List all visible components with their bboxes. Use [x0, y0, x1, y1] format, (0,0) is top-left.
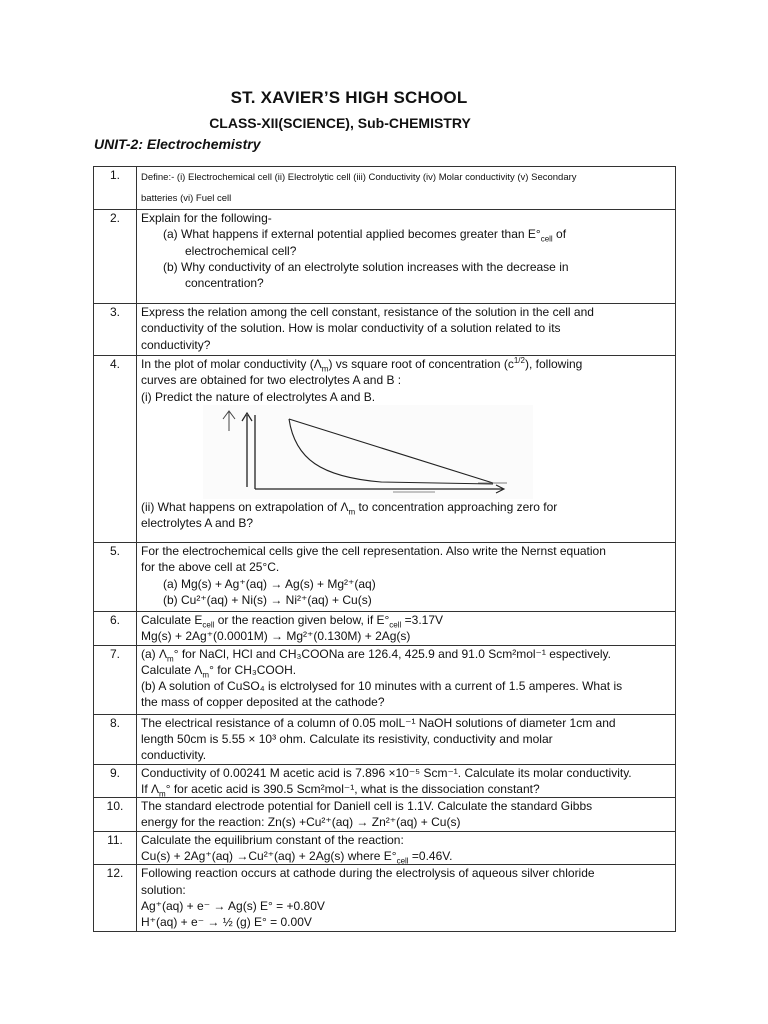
question-number: 1. — [94, 167, 137, 210]
text-fragment: ), following — [524, 357, 583, 371]
text-fragment: ) vs square root of concentration (c — [328, 357, 514, 371]
question-row-2 — [94, 210, 676, 304]
question-line: the mass of copper deposited at the cathode? — [141, 695, 385, 710]
question-line: (b) Why conductivity of an electrolyte solution increases with the decrease in — [163, 259, 569, 274]
question-line — [141, 662, 671, 678]
question-number: 9. — [94, 764, 137, 798]
subscript: cell — [396, 856, 409, 866]
class-subject-line: CLASS-XII(SCIENCE), Sub-CHEMISTRY — [209, 115, 471, 131]
text-fragment: to concentration approaching zero for — [355, 499, 558, 514]
question-line — [141, 646, 671, 662]
text-fragment: (ii) What happens on extrapolation of Λ — [141, 499, 349, 514]
question-row-3 — [94, 304, 676, 356]
question-text — [137, 210, 676, 304]
question-line: Following reaction occurs at cathode during the electrolysis of aqueous silver chloride — [141, 866, 595, 881]
question-line: conductivity. — [141, 748, 207, 763]
question-text — [137, 865, 676, 931]
question-text — [137, 831, 676, 865]
question-line — [141, 499, 671, 515]
question-row-7 — [94, 645, 676, 714]
question-line: energy for the reaction: Zn(s) +Cu²⁺(aq) → Zn²⁺(aq) + Cu(s) — [141, 815, 461, 830]
question-line: H⁺(aq) + e⁻ → ½ (g) E° = 0.00V — [141, 915, 312, 930]
text-fragment: =0.46V. — [408, 849, 453, 864]
question-line: conductivity? — [141, 337, 211, 352]
question-line — [141, 781, 671, 797]
questions-table — [93, 166, 676, 932]
question-row-12 — [94, 865, 676, 931]
question-line — [141, 612, 671, 628]
question-number: 7. — [94, 645, 137, 714]
subscript: m — [348, 507, 356, 517]
question-line: (a) Mg(s) + Ag⁺(aq) → Ag(s) + Mg²⁺(aq) — [163, 576, 376, 591]
text-fragment: ° for acetic acid is 390.5 Scm²mol⁻¹, what is the dissociation constant? — [165, 781, 540, 796]
question-line: The electrical resistance of a column of 0.05 molL⁻¹ NaOH solutions of diameter 1cm and — [141, 715, 616, 730]
text-fragment: ° for CH₃COOH. — [209, 662, 297, 677]
text-fragment: ° for NaCl, HCl and CH₃COONa are 126.4, 425.9 and 91.0 Scm²mol⁻¹ espectively. — [173, 646, 611, 661]
question-line: Explain for the following- — [141, 211, 272, 225]
question-line: batteries (vi) Fuel cell — [141, 193, 232, 204]
text-fragment: of — [552, 227, 567, 242]
question-row-6 — [94, 612, 676, 646]
subscript: cell — [389, 620, 402, 630]
question-line: concentration? — [185, 276, 264, 291]
question-number: 5. — [94, 543, 137, 612]
question-row-4 — [94, 356, 676, 543]
question-text — [137, 167, 676, 210]
text-fragment: =3.17V — [401, 613, 444, 627]
question-line: Conductivity of 0.00241 M acetic acid is 7.896 ×10⁻⁵ Scm⁻¹. Calculate its molar conductivity. — [141, 765, 632, 780]
figure-background — [203, 405, 533, 499]
question-number: 8. — [94, 714, 137, 764]
text-fragment: (a) Λ — [141, 646, 168, 661]
question-text — [137, 543, 676, 612]
question-text — [137, 764, 676, 798]
question-line: (b) Cu²⁺(aq) + Ni(s) → Ni²⁺(aq) + Cu(s) — [163, 592, 372, 607]
question-text — [137, 798, 676, 832]
question-line: Express the relation among the cell constant, resistance of the solution in the cell and — [141, 305, 594, 319]
subscript: m — [159, 789, 166, 799]
question-line: Mg(s) + 2Ag⁺(0.0001M) → Mg²⁺(0.130M) + 2Ag(s) — [141, 629, 411, 644]
question-row-9 — [94, 764, 676, 798]
question-line: (b) A solution of CuSO₄ is elctrolysed for 10 minutes with a current of 1.5 amperes. What is — [141, 679, 623, 694]
subscript: m — [202, 670, 210, 680]
question-line: curves are obtained for two electrolytes A and B : — [141, 373, 402, 388]
question-row-8 — [94, 714, 676, 764]
question-line: electrolytes A and B? — [141, 516, 254, 531]
question-line: For the electrochemical cells give the cell representation. Also write the Nernst equation — [141, 544, 606, 558]
unit-title: UNIT-2: Electrochemistry — [94, 136, 261, 152]
question-text — [137, 304, 676, 356]
question-line: for the above cell at 25°C. — [141, 560, 280, 575]
question-line: Calculate the equilibrium constant of the reaction: — [141, 832, 404, 847]
text-fragment: If Λ — [141, 781, 160, 796]
question-row-1 — [94, 167, 676, 210]
text-fragment: In the plot of molar conductivity (Λ — [141, 357, 322, 371]
question-number: 6. — [94, 612, 137, 646]
question-line: Define:- (i) Electrochemical cell (ii) Electrolytic cell (iii) Conductivity (iv) Molar conductivity (v) Secondary — [141, 172, 577, 183]
question-line: electrochemical cell? — [185, 243, 297, 258]
question-text — [137, 714, 676, 764]
question-line: Ag⁺(aq) + e⁻ → Ag(s) E° = +0.80V — [141, 898, 325, 913]
text-fragment: Cu(s) + 2Ag⁺(aq) →Cu²⁺(aq) + 2Ag(s) where E° — [141, 849, 397, 864]
conductivity-plot-figure — [203, 405, 533, 499]
question-number: 4. — [94, 356, 137, 543]
question-text — [137, 645, 676, 714]
question-line: conductivity of the solution. How is molar conductivity of a solution related to its — [141, 321, 561, 336]
question-row-10 — [94, 798, 676, 832]
subscript: m — [321, 364, 329, 374]
question-line — [141, 848, 671, 864]
question-number: 12. — [94, 865, 137, 931]
question-number: 11. — [94, 831, 137, 865]
subscript: cell — [202, 620, 215, 630]
question-line: The standard electrode potential for Daniell cell is 1.1V. Calculate the standard Gibbs — [141, 799, 593, 814]
subscript: m — [167, 653, 174, 663]
question-row-5 — [94, 543, 676, 612]
superscript: 1/2 — [513, 356, 525, 365]
question-number: 10. — [94, 798, 137, 832]
text-fragment: (a) What happens if external potential applied becomes greater than E° — [163, 227, 541, 242]
subscript: cell — [540, 234, 553, 244]
question-number: 3. — [94, 304, 137, 356]
question-text — [137, 356, 676, 543]
text-fragment: Calculate Λ — [141, 662, 203, 677]
question-line — [141, 226, 671, 242]
text-fragment: Calculate E — [141, 613, 203, 627]
question-line: length 50cm is 5.55 × 10³ ohm. Calculate its resistivity, conductivity and molar — [141, 731, 553, 746]
question-text — [137, 612, 676, 646]
school-name: ST. XAVIER’S HIGH SCHOOL — [230, 88, 468, 107]
question-line: solution: — [141, 882, 186, 897]
question-number: 2. — [94, 210, 137, 304]
question-line: (i) Predict the nature of electrolytes A and B. — [141, 389, 376, 404]
text-fragment: or the reaction given below, if E° — [214, 613, 390, 627]
question-line — [141, 356, 671, 372]
question-row-11 — [94, 831, 676, 865]
